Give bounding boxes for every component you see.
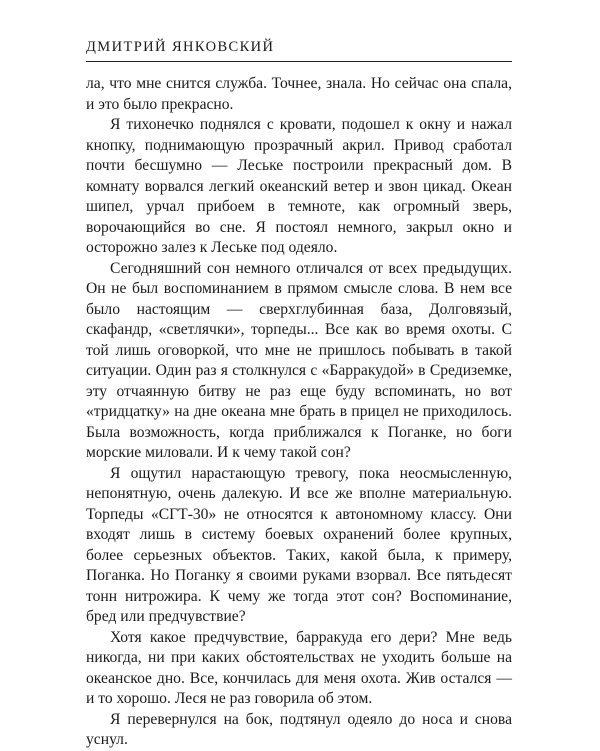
paragraph: Я ощутил нарастающую тревогу, пока неосмысленную, непонятную, очень далекую. И все же вполне материальную. Торпеды «СГТ-30» не относятся к автономному классу. Они входят лишь в систему боевых охранений более крупных, более серьезных объектов. Таких, какой была, к примеру, Поганка. Но Поганку я своими руками взорвал. Все пятьдесят тонн нитрожира. К чему же тогда этот сон? Воспоминание, бред или предчувствие? (86, 464, 512, 625)
paragraph: Сегодняшний сон немного отличался от всех предыдущих. Он не был воспоминанием в прямом смысле слова. В нем все было настоящим — сверхглубинная база, Долговязый, скафандр, «светлячки», торпеды... Все как во время охоты. С той лишь оговоркой, что мне не пришлось побывать в такой ситуации. Один раз я столкнулся с «Барракудой» в Средиземке, эту отчаянную битву не раз еще буду вспоминать, но вот «тридцатку» на дне океана мне брать в прицел не приходилось. Была возможность, когда приближался к Поганке, но боги морские миловали. И к чему такой сон? (86, 259, 512, 461)
book-page (86, 38, 512, 751)
paragraph: Я тихонечко поднялся с кровати, подошел к окну и нажал кнопку, поднимающую прозрачный акрил. Привод сработал почти бесшумно — Леське построили прекрасный дом. В комнату ворвался легкий океанский ветер и звон цикад. Океан шипел, урчал прибоем в темноте, как огромный зверь, ворочающийся во сне. Я постоял немного, закрыл окно и осторожно залез к Леське под одеяло. (86, 116, 512, 256)
running-head-author: ДМИТРИЙ ЯНКОВСКИЙ (86, 38, 512, 62)
paragraph-continuation: ла, что мне снится служба. Точнее, знала. Но сейчас она спала, и это было прекрасно. (86, 75, 512, 113)
body-text (86, 74, 512, 751)
paragraph: Хотя какое предчувствие, барракуда его дери? Мне ведь никогда, ни при каких обстоятельствах не уходить больше на океанское дно. Все, кончилась для меня охота. Жив остался — и то хорошо. Леся не раз говорила об этом. (86, 628, 512, 707)
paragraph: Я перевернулся на бок, подтянул одеяло до носа и снова уснул. (86, 710, 512, 748)
